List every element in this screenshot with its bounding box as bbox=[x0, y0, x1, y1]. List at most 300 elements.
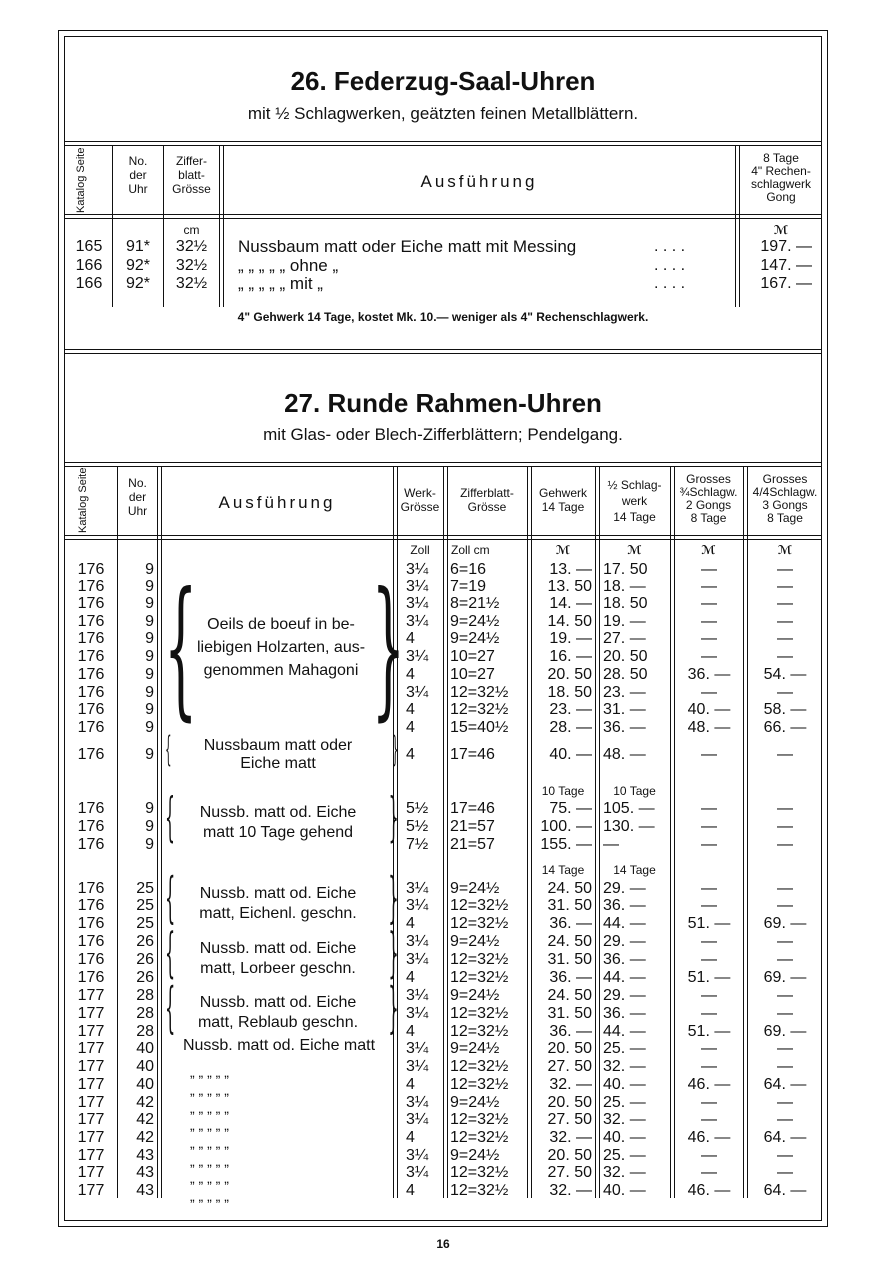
right-brace: { bbox=[388, 976, 399, 1039]
cell-werk: 3¼ bbox=[406, 1111, 429, 1128]
ditto-row: „ „ „ „ „ bbox=[190, 1188, 229, 1204]
cell-no: 9 bbox=[145, 578, 154, 595]
cell-werk: 3¼ bbox=[406, 897, 429, 914]
cell-groesse: 32½ bbox=[175, 238, 208, 255]
unit-mark: ℳ bbox=[777, 543, 793, 557]
cell-grosses-44: — bbox=[777, 800, 793, 817]
cell-grosses-44: 69. — bbox=[763, 969, 807, 986]
cell-grosses-44: — bbox=[777, 1005, 793, 1022]
cell-zifferblatt: 21=57 bbox=[450, 836, 495, 853]
cell-grosses-34: — bbox=[701, 746, 717, 763]
cell-no: 9 bbox=[145, 595, 154, 612]
cell-schlagwerk: 105. — bbox=[603, 800, 655, 817]
cell-gehwerk: 18. 50 bbox=[547, 684, 592, 701]
cell-gehwerk: 155. — bbox=[540, 836, 592, 853]
cell-katalog-seite: 177 bbox=[77, 1023, 105, 1040]
cell-no: 42 bbox=[136, 1094, 154, 1111]
cell-gehwerk: 14. 50 bbox=[547, 613, 592, 630]
cell-gehwerk: 20. 50 bbox=[547, 666, 592, 683]
cell-zifferblatt: 12=32½ bbox=[450, 1111, 509, 1128]
cell-zifferblatt: 9=24½ bbox=[450, 1094, 500, 1111]
cell-gehwerk: 20. 50 bbox=[547, 1094, 592, 1111]
cell-gehwerk: 13. 50 bbox=[547, 578, 592, 595]
col-line bbox=[743, 466, 748, 1198]
cell-no: 9 bbox=[145, 630, 154, 647]
cell-katalog-seite: 177 bbox=[77, 1164, 105, 1181]
subhead-10-tage: 10 Tage bbox=[613, 784, 656, 798]
cell-zifferblatt: 7=19 bbox=[450, 578, 487, 595]
cell-werk: 4 bbox=[406, 969, 415, 986]
cell-gehwerk: 19. — bbox=[549, 630, 592, 647]
cell-katalog-seite: 176 bbox=[77, 915, 105, 932]
ditto-row: „ „ „ „ „ bbox=[190, 1064, 229, 1080]
cell-katalog-seite: 176 bbox=[77, 630, 105, 647]
ditto-row: „ „ „ „ „ bbox=[190, 1117, 229, 1133]
section-26-title: 26. Federzug-Saal-Uhren bbox=[290, 66, 596, 96]
cell-katalog-seite: 177 bbox=[77, 1058, 105, 1075]
cell-werk: 3¼ bbox=[406, 595, 429, 612]
cell-no: 25 bbox=[136, 897, 154, 914]
cell-grosses-34: 46. — bbox=[687, 1076, 731, 1093]
cell-no: 9 bbox=[145, 800, 154, 817]
cell-zifferblatt: 12=32½ bbox=[450, 1005, 509, 1022]
cell-schlagwerk: 20. 50 bbox=[603, 648, 648, 665]
cell-zifferblatt: 9=24½ bbox=[450, 613, 500, 630]
cell-grosses-34: — bbox=[701, 561, 717, 578]
cell-katalog-seite: 176 bbox=[77, 684, 105, 701]
cell-grosses-34: — bbox=[701, 951, 717, 968]
cell-grosses-44: 69. — bbox=[763, 1023, 807, 1040]
cell-schlagwerk: 44. — bbox=[603, 969, 646, 986]
cell-grosses-34: — bbox=[701, 1147, 717, 1164]
cell-zifferblatt: 12=32½ bbox=[450, 897, 509, 914]
unit-mark: ℳ bbox=[555, 543, 571, 557]
cell-schlagwerk: 27. — bbox=[603, 630, 646, 647]
cell-zifferblatt: 10=27 bbox=[450, 648, 495, 665]
cell-schlagwerk: 25. — bbox=[603, 1147, 646, 1164]
ditto-row: „ „ „ „ „ bbox=[190, 1082, 229, 1098]
cell-katalog-seite: 177 bbox=[77, 1129, 105, 1146]
cell-no: 40 bbox=[136, 1076, 154, 1093]
cell-grosses-34: 40. — bbox=[687, 701, 731, 718]
cell-katalog-seite: 176 bbox=[77, 800, 105, 817]
cell-katalog-seite: 176 bbox=[77, 701, 105, 718]
cell-werk: 3¼ bbox=[406, 933, 429, 950]
cell-katalog-seite: 177 bbox=[77, 1182, 105, 1199]
cell-grosses-34: — bbox=[701, 1094, 717, 1111]
col-line bbox=[595, 466, 600, 1198]
cell-katalog-seite: 176 bbox=[77, 746, 105, 763]
cell-schlagwerk: 40. — bbox=[603, 1076, 646, 1093]
cell-werk: 3¼ bbox=[406, 1094, 429, 1111]
unit-mark: ℳ bbox=[701, 543, 716, 557]
cell-werk: 4 bbox=[406, 746, 415, 763]
col-line bbox=[157, 466, 162, 1198]
cell-gehwerk: 24. 50 bbox=[547, 987, 592, 1004]
cell-no: 43 bbox=[136, 1164, 154, 1181]
cell-schlagwerk: 19. — bbox=[603, 613, 646, 630]
unit-zoll: Zoll bbox=[410, 543, 430, 557]
cell-werk: 3¼ bbox=[406, 684, 429, 701]
cell-werk: 3¼ bbox=[406, 1040, 429, 1057]
cell-dots: . . . . bbox=[654, 238, 686, 255]
cell-katalog-seite: 176 bbox=[77, 578, 105, 595]
cell-gehwerk: 36. — bbox=[549, 969, 592, 986]
cell-werk: 7½ bbox=[406, 836, 429, 853]
cell-schlagwerk: 40. — bbox=[603, 1182, 646, 1199]
section-27-title: 27. Runde Rahmen-Uhren bbox=[284, 388, 602, 418]
cell-grosses-44: — bbox=[777, 818, 793, 835]
cell-zifferblatt: 12=32½ bbox=[450, 969, 509, 986]
cell-katalog-seite: 177 bbox=[77, 1076, 105, 1093]
cell-grosses-34: — bbox=[701, 630, 717, 647]
cell-schlagwerk: 29. — bbox=[603, 880, 646, 897]
cell-schlagwerk: 44. — bbox=[603, 915, 646, 932]
header-ziffer: Ziffer- blatt- Grösse bbox=[172, 154, 211, 196]
cell-werk: 3¼ bbox=[406, 1058, 429, 1075]
cell-grosses-34: — bbox=[701, 578, 717, 595]
cell-gehwerk: 36. — bbox=[549, 915, 592, 932]
cell-grosses-44: — bbox=[777, 595, 793, 612]
cell-grosses-34: 48. — bbox=[687, 719, 731, 736]
cell-ausfuehrung: „ „ „ „ „ ohne „ bbox=[238, 256, 339, 275]
section-26-note: 4" Gehwerk 14 Tage, kostet Mk. 10.— weniger als 4" Rechenschlagwerk. bbox=[237, 310, 649, 324]
cell-grosses-44: — bbox=[777, 684, 793, 701]
cell-zifferblatt: 10=27 bbox=[450, 666, 495, 683]
header-gehwerk: Gehwerk 14 Tage bbox=[538, 486, 588, 514]
cell-gehwerk: 27. 50 bbox=[547, 1058, 592, 1075]
cell-grosses-34: — bbox=[701, 1040, 717, 1057]
ditto-row: „ „ „ „ „ bbox=[190, 1135, 229, 1151]
unit-zoll-cm: Zoll cm bbox=[451, 543, 490, 557]
cell-schlagwerk: 31. — bbox=[603, 701, 646, 718]
header-preis: 8 Tage 4" Rechen- schlagwerk Gong bbox=[750, 151, 812, 204]
cell-schlagwerk: — bbox=[603, 836, 619, 853]
cell-schlagwerk: 36. — bbox=[603, 719, 646, 736]
cell-zifferblatt: 9=24½ bbox=[450, 987, 500, 1004]
cell-no: 92* bbox=[125, 275, 151, 292]
cell-werk: 3¼ bbox=[406, 648, 429, 665]
cell-no: 28 bbox=[136, 987, 154, 1004]
cell-grosses-34: — bbox=[701, 818, 717, 835]
cell-no: 9 bbox=[145, 746, 154, 763]
cell-no: 25 bbox=[136, 880, 154, 897]
cell-no: 25 bbox=[136, 915, 154, 932]
cell-grosses-44: — bbox=[777, 951, 793, 968]
cell-schlagwerk: 29. — bbox=[603, 987, 646, 1004]
cell-werk: 4 bbox=[406, 915, 415, 932]
section-26-subtitle: mit ½ Schlagwerken, geätzten feinen Metallblättern. bbox=[247, 104, 639, 123]
header-no-der-uhr: No. der Uhr bbox=[127, 476, 148, 518]
cell-no: 9 bbox=[145, 719, 154, 736]
cell-katalog-seite: 176 bbox=[77, 897, 105, 914]
ditto-row: „ „ „ „ „ bbox=[190, 1100, 229, 1116]
cell-gehwerk: 23. — bbox=[549, 701, 592, 718]
cell-werk: 4 bbox=[406, 1182, 415, 1199]
group-label-reblaub: Nussb. matt od. Eiche matt, Reblaub geschn. bbox=[197, 994, 359, 1031]
cell-no: 9 bbox=[145, 701, 154, 718]
cell-grosses-44: — bbox=[777, 897, 793, 914]
section-divider bbox=[64, 349, 822, 354]
cell-no: 9 bbox=[145, 836, 154, 853]
cell-schlagwerk: 36. — bbox=[603, 951, 646, 968]
cell-zifferblatt: 9=24½ bbox=[450, 1040, 500, 1057]
cell-groesse: 32½ bbox=[175, 257, 208, 274]
cell-schlagwerk: 29. — bbox=[603, 933, 646, 950]
subhead-14-tage: 14 Tage bbox=[541, 863, 585, 877]
cell-gehwerk: 27. 50 bbox=[547, 1164, 592, 1181]
cell-katalog-seite: 176 bbox=[77, 836, 105, 853]
header-grosses-44: Grosses 4/4Schlagw. 3 Gongs 8 Tage bbox=[752, 472, 818, 525]
cell-no: 9 bbox=[145, 648, 154, 665]
cell-zifferblatt: 17=46 bbox=[450, 746, 495, 763]
cell-werk: 3¼ bbox=[406, 1005, 429, 1022]
cell-grosses-44: — bbox=[777, 1111, 793, 1128]
cell-no: 40 bbox=[136, 1040, 154, 1057]
subhead-14-tage: 14 Tage bbox=[613, 863, 656, 877]
cell-no: 9 bbox=[145, 561, 154, 578]
cell-gehwerk: 31. 50 bbox=[547, 1005, 592, 1022]
cell-schlagwerk: 44. — bbox=[603, 1023, 646, 1040]
cell-gehwerk: 40. — bbox=[549, 746, 592, 763]
cell-gehwerk: 16. — bbox=[549, 648, 592, 665]
cell-no: 9 bbox=[145, 613, 154, 630]
cell-zifferblatt: 12=32½ bbox=[450, 951, 509, 968]
cell-grosses-34: 51. — bbox=[687, 969, 731, 986]
cell-werk: 3¼ bbox=[406, 987, 429, 1004]
cell-katalog-seite: 176 bbox=[77, 613, 105, 630]
cell-grosses-34: — bbox=[701, 800, 717, 817]
cell-grosses-34: — bbox=[701, 1111, 717, 1128]
cell-zifferblatt: 15=40½ bbox=[450, 719, 509, 736]
cell-grosses-44: — bbox=[777, 987, 793, 1004]
group-label-nussb-matt: Nussb. matt od. Eiche matt bbox=[182, 1037, 376, 1054]
cell-dots: . . . . bbox=[654, 257, 686, 274]
cell-schlagwerk: 130. — bbox=[603, 818, 655, 835]
section-26-top-rule bbox=[64, 141, 822, 146]
cell-katalog-seite: 176 bbox=[77, 561, 105, 578]
right-brace: { bbox=[388, 788, 399, 848]
cell-no: 43 bbox=[136, 1147, 154, 1164]
cell-katalog-seite: 176 bbox=[77, 933, 105, 950]
cell-werk: 3¼ bbox=[406, 578, 429, 595]
page-number: 16 bbox=[436, 1237, 450, 1251]
cell-preis: 197. — bbox=[760, 238, 812, 255]
cell-no: 92* bbox=[125, 257, 151, 274]
cell-werk: 4 bbox=[406, 1023, 415, 1040]
cell-katalog-seite: 177 bbox=[77, 1111, 105, 1128]
cell-katalog-seite: 177 bbox=[77, 1147, 105, 1164]
cell-grosses-44: — bbox=[777, 746, 793, 763]
cell-katalog-seite: 166 bbox=[75, 257, 103, 274]
cell-no: 91* bbox=[125, 238, 151, 255]
cell-gehwerk: 32. — bbox=[549, 1129, 592, 1146]
cell-werk: 4 bbox=[406, 630, 415, 647]
cell-schlagwerk: 32. — bbox=[603, 1058, 646, 1075]
cell-katalog-seite: 177 bbox=[77, 987, 105, 1004]
cell-katalog-seite: 176 bbox=[77, 880, 105, 897]
cell-grosses-44: 69. — bbox=[763, 915, 807, 932]
cell-gehwerk: 28. — bbox=[549, 719, 592, 736]
cell-grosses-34: — bbox=[701, 595, 717, 612]
cell-grosses-34: — bbox=[701, 880, 717, 897]
cell-zifferblatt: 12=32½ bbox=[450, 684, 509, 701]
cell-werk: 4 bbox=[406, 666, 415, 683]
cell-no: 26 bbox=[136, 933, 154, 950]
cell-werk: 3¼ bbox=[406, 561, 429, 578]
cell-grosses-44: — bbox=[777, 1147, 793, 1164]
section-26-header-rule bbox=[64, 214, 822, 219]
cell-werk: 3¼ bbox=[406, 951, 429, 968]
cell-grosses-44: — bbox=[777, 578, 793, 595]
header-zifferblatt: Zifferblatt- Grösse bbox=[460, 486, 514, 514]
ditto-row: „ „ „ „ „ bbox=[190, 1170, 229, 1186]
cell-zifferblatt: 12=32½ bbox=[450, 1076, 509, 1093]
cell-gehwerk: 14. — bbox=[549, 595, 592, 612]
left-brace: { bbox=[165, 730, 172, 770]
cell-katalog-seite: 177 bbox=[77, 1040, 105, 1057]
cell-schlagwerk: 23. — bbox=[603, 684, 646, 701]
cell-no: 28 bbox=[136, 1023, 154, 1040]
cell-gehwerk: 32. — bbox=[549, 1182, 592, 1199]
cell-gehwerk: 24. 50 bbox=[547, 880, 592, 897]
header-no-der-uhr: No. der Uhr bbox=[128, 154, 148, 196]
cell-gehwerk: 31. 50 bbox=[547, 951, 592, 968]
cell-grosses-34: 36. — bbox=[687, 666, 731, 683]
cell-grosses-34: — bbox=[701, 1005, 717, 1022]
cell-gehwerk: 27. 50 bbox=[547, 1111, 592, 1128]
cell-gehwerk: 13. — bbox=[549, 561, 592, 578]
cell-gehwerk: 100. — bbox=[540, 818, 592, 835]
cell-gehwerk: 24. 50 bbox=[547, 933, 592, 950]
header-katalog-seite: Katalog Seite bbox=[77, 467, 89, 533]
cell-grosses-44: — bbox=[777, 1058, 793, 1075]
cell-zifferblatt: 9=24½ bbox=[450, 630, 500, 647]
cell-grosses-34: 46. — bbox=[687, 1182, 731, 1199]
cell-katalog-seite: 176 bbox=[77, 951, 105, 968]
cell-schlagwerk: 32. — bbox=[603, 1111, 646, 1128]
cell-zifferblatt: 12=32½ bbox=[450, 1129, 509, 1146]
cell-gehwerk: 20. 50 bbox=[547, 1040, 592, 1057]
cell-no: 9 bbox=[145, 818, 154, 835]
cell-grosses-34: — bbox=[701, 1058, 717, 1075]
cell-grosses-34: — bbox=[701, 648, 717, 665]
cell-no: 43 bbox=[136, 1182, 154, 1199]
cell-zifferblatt: 12=32½ bbox=[450, 1182, 509, 1199]
cell-werk: 4 bbox=[406, 701, 415, 718]
cell-grosses-44: — bbox=[777, 1094, 793, 1111]
cell-zifferblatt: 12=32½ bbox=[450, 701, 509, 718]
cell-no: 28 bbox=[136, 1005, 154, 1022]
cell-zifferblatt: 12=32½ bbox=[450, 1058, 509, 1075]
cell-katalog-seite: 176 bbox=[77, 595, 105, 612]
cell-grosses-34: — bbox=[701, 836, 717, 853]
cell-katalog-seite: 177 bbox=[77, 1005, 105, 1022]
cell-no: 40 bbox=[136, 1058, 154, 1075]
cell-grosses-44: 64. — bbox=[763, 1129, 807, 1146]
cell-zifferblatt: 12=32½ bbox=[450, 1023, 509, 1040]
cell-schlagwerk: 25. — bbox=[603, 1040, 646, 1057]
cell-no: 26 bbox=[136, 969, 154, 986]
cell-zifferblatt: 9=24½ bbox=[450, 933, 500, 950]
cell-gehwerk: 32. — bbox=[549, 1076, 592, 1093]
cell-no: 26 bbox=[136, 951, 154, 968]
cell-grosses-34: — bbox=[701, 933, 717, 950]
cell-schlagwerk: 28. 50 bbox=[603, 666, 648, 683]
cell-gehwerk: 20. 50 bbox=[547, 1147, 592, 1164]
group-label-oeils: Oeils de boeuf in be- liebigen Holzarten, aus- genommen Mahagoni bbox=[196, 616, 366, 679]
cell-werk: 3¼ bbox=[406, 1147, 429, 1164]
cell-zifferblatt: 9=24½ bbox=[450, 1147, 500, 1164]
cell-preis: 147. — bbox=[760, 257, 812, 274]
cell-grosses-34: 51. — bbox=[687, 1023, 731, 1040]
cell-werk: 5½ bbox=[406, 818, 429, 835]
cell-grosses-34: — bbox=[701, 684, 717, 701]
cell-gehwerk: 75. — bbox=[549, 800, 592, 817]
left-brace: { bbox=[165, 866, 176, 929]
cell-no: 42 bbox=[136, 1129, 154, 1146]
cell-grosses-44: — bbox=[777, 880, 793, 897]
group-label-lorbeer: Nussb. matt od. Eiche matt, Lorbeer geschn. bbox=[199, 940, 357, 977]
left-brace: { bbox=[165, 788, 175, 848]
cell-werk: 3¼ bbox=[406, 880, 429, 897]
cell-gehwerk: 31. 50 bbox=[547, 897, 592, 914]
cell-grosses-44: — bbox=[777, 630, 793, 647]
cell-no: 9 bbox=[145, 666, 154, 683]
unit-cm: cm bbox=[183, 223, 200, 237]
cell-zifferblatt: 21=57 bbox=[450, 818, 495, 835]
cell-katalog-seite: 166 bbox=[75, 275, 103, 292]
cell-schlagwerk: 25. — bbox=[603, 1094, 646, 1111]
cell-schlagwerk: 32. — bbox=[603, 1164, 646, 1181]
right-brace: { bbox=[388, 922, 399, 984]
cell-schlagwerk: 48. — bbox=[603, 746, 646, 763]
left-brace: { bbox=[165, 922, 176, 984]
cell-katalog-seite: 176 bbox=[77, 818, 105, 835]
cell-grosses-44: — bbox=[777, 613, 793, 630]
cell-schlagwerk: 36. — bbox=[603, 897, 646, 914]
cell-gehwerk: 36. — bbox=[549, 1023, 592, 1040]
group-label-10-tage: Nussb. matt od. Eiche matt 10 Tage gehend bbox=[199, 804, 357, 841]
cell-ausfuehrung: „ „ „ „ „ mit „ bbox=[238, 274, 323, 293]
ditto-row: „ „ „ „ „ bbox=[190, 1153, 229, 1169]
cell-werk: 3¼ bbox=[406, 613, 429, 630]
cell-zifferblatt: 8=21½ bbox=[450, 595, 500, 612]
cell-grosses-44: 54. — bbox=[763, 666, 807, 683]
cell-werk: 4 bbox=[406, 1076, 415, 1093]
cell-groesse: 32½ bbox=[175, 275, 208, 292]
cell-schlagwerk: 18. — bbox=[603, 578, 646, 595]
left-brace: { bbox=[165, 976, 176, 1039]
cell-no: 42 bbox=[136, 1111, 154, 1128]
header-schlagwerk: ½ Schlag- werk 14 Tage bbox=[607, 478, 662, 524]
cell-dots: . . . . bbox=[654, 275, 686, 292]
cell-katalog-seite: 176 bbox=[77, 648, 105, 665]
col-line bbox=[219, 145, 224, 307]
header-ausfuehrung: Ausführung bbox=[420, 172, 538, 191]
cell-katalog-seite: 176 bbox=[77, 719, 105, 736]
section-27-subtitle: mit Glas- oder Blech-Zifferblättern; Pendelgang. bbox=[263, 425, 623, 444]
cell-katalog-seite: 165 bbox=[75, 238, 103, 255]
cell-grosses-34: 51. — bbox=[687, 915, 731, 932]
cell-grosses-34: — bbox=[701, 897, 717, 914]
cell-grosses-44: 66. — bbox=[763, 719, 807, 736]
cell-grosses-44: — bbox=[777, 561, 793, 578]
cell-no: 9 bbox=[145, 684, 154, 701]
right-brace: { bbox=[371, 561, 406, 735]
cell-grosses-44: — bbox=[777, 1040, 793, 1057]
cell-grosses-34: 46. — bbox=[687, 1129, 731, 1146]
